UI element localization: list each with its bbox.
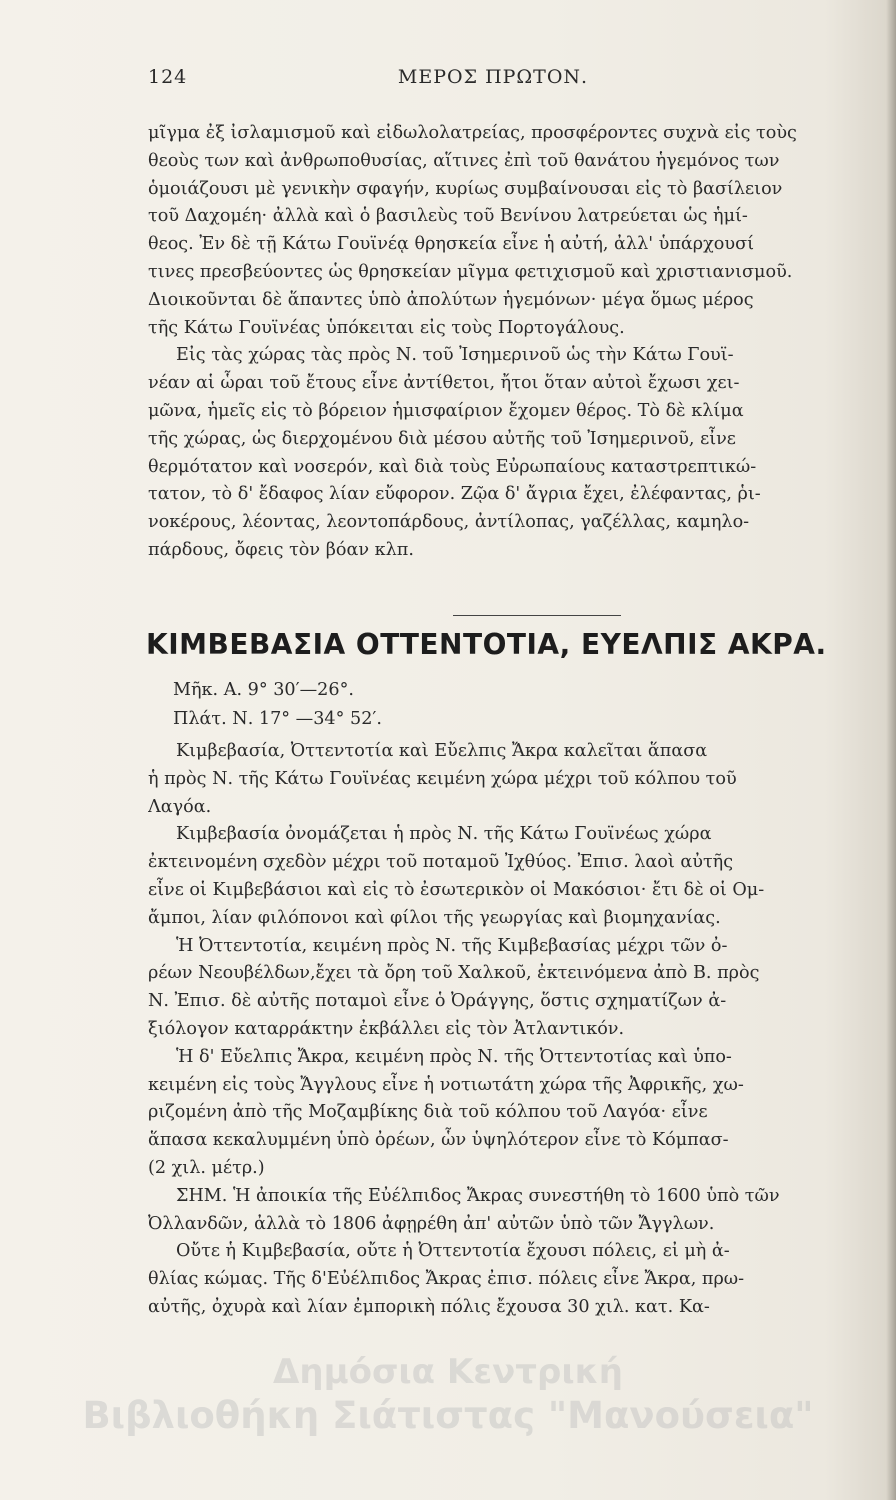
latitude-line: Πλάτ. Ν. 17° —34° 52′.	[173, 709, 382, 729]
text-line: θερμότατον καὶ νοσερόν, καὶ διὰ τοὺς Εὐρωπαίους καταστρεπτικώ-	[148, 456, 757, 477]
text-line: νέαν αἱ ὧραι τοῦ ἔτους εἶνε ἀντίθετοι, ἤτοι ὅταν αὐτοὶ ἔχωσι χει-	[148, 373, 740, 394]
text-line: Ἡ Ὀττεντοτία, κειμένη πρὸς Ν. τῆς Κιμβεβασίας μέχρι τῶν ὀ-	[176, 935, 728, 956]
page-header	[148, 66, 878, 96]
text-line: μῖγμα ἐξ ἰσλαμισμοῦ καὶ εἰδωλολατρείας, προσφέροντες συχνὰ εἰς τοὺς	[148, 123, 797, 143]
text-line: Διοικοῦνται δὲ ἅπαντες ὑπὸ ἀπολύτων ἡγεμόνων· μέγα ὅμως μέρος	[148, 289, 754, 310]
text-line: τινες πρεσβεύοντες ὡς θρησκείαν μῖγμα φετιχισμοῦ καὶ χριστιανισμοῦ.	[148, 261, 793, 282]
text-line: Ν. Ἐπισ. δὲ αὐτῆς ποταμοὶ εἶνε ὁ Ὀράγγης, ὅστις σχηματίζων ἀ-	[148, 991, 727, 1012]
text-line: κειμένη εἰς τοὺς Ἄγγλους εἶνε ἡ νοτιωτάτη χώρα τῆς Ἀφρικῆς, χω-	[148, 1074, 744, 1095]
text-line: τοῦ Δαχομέη· ἀλλὰ καὶ ὁ βασιλεὺς τοῦ Βενίνου λατρεύεται ὡς ἡμί-	[148, 206, 748, 227]
text-line: (2 χιλ. μέτρ.)	[148, 1157, 265, 1178]
text-line: Ἡ δ' Εὔελπις Ἄκρα, κειμένη πρὸς Ν. τῆς Ὀττεντοτίας καὶ ὑπο-	[176, 1046, 732, 1067]
text-line: ἡ πρὸς Ν. τῆς Κάτω Γουϊνέας κειμένη χώρα μέχρι τοῦ κόλπου τοῦ	[148, 768, 737, 789]
text-line: νοκέρους, λέοντας, λεοντοπάρδους, ἀντίλοπας, γαζέλλας, καμηλο-	[148, 512, 750, 533]
text-line: μῶνα, ἡμεῖς εἰς τὸ βόρειον ἡμισφαίριον ἔχομεν θέρος. Τὸ δὲ κλίμα	[148, 400, 744, 421]
text-line: θεοὺς των καὶ ἀνθρωποθυσίας, αἵτινες ἐπὶ τοῦ θανάτου ἡγεμόνος των	[148, 150, 780, 171]
section-1-text	[148, 120, 868, 565]
text-line: Οὔτε ἡ Κιμβεβασία, οὔτε ἡ Ὀττεντοτία ἔχουσι πόλεις, εἰ μὴ ἀ-	[176, 1241, 730, 1262]
text-line: εἶνε οἱ Κιμβεβάσιοι καὶ εἰς τὸ ἐσωτερικὸν οἱ Μακόσιοι· ἔτι δὲ οἱ Ομ-	[148, 879, 765, 900]
library-watermark-line-1: Δημόσια Κεντρική	[273, 1352, 623, 1392]
text-line: Κιμβεβασία ὀνομάζεται ἡ πρὸς Ν. τῆς Κάτω Γουϊνέως χώρα	[176, 824, 712, 845]
text-line: ὁμοιάζουσι μὲ γενικὴν σφαγήν, κυρίως συμβαίνουσαι εἰς τὸ βασίλειον	[148, 178, 783, 199]
page-edge-shadow	[886, 0, 896, 1500]
text-line: ρέων Νεουβέλδων,ἔχει τὰ ὄρη τοῦ Χαλκοῦ, ἐκτεινόμενα ἀπὸ Β. πρὸς	[148, 963, 760, 984]
text-line: τατον, τὸ δ' ἔδαφος λίαν εὔφορον. Ζῷα δ' ἄγρια ἔχει, ἐλέφαντας, ῥι-	[148, 484, 761, 505]
text-line: Κιμβεβασία, Ὀττεντοτία καὶ Εὔελπις Ἄκρα καλεῖται ἅπασα	[176, 741, 708, 761]
text-line: Ὀλλανδῶν, ἀλλὰ τὸ 1806 ἀφῃρέθη ἀπ' αὐτῶν ὑπὸ τῶν Ἄγγλων.	[148, 1213, 715, 1234]
text-line: Εἰς τὰς χώρας τὰς πρὸς Ν. τοῦ Ἰσημερινοῦ ὡς τὴν Κάτω Γουϊ-	[176, 345, 734, 366]
text-line: πάρδους, ὄφεις τὸν βόαν κλπ.	[148, 539, 414, 560]
section-divider	[453, 615, 621, 616]
text-line: ριζομένη ἀπὸ τῆς Μοζαμβίκης διὰ τοῦ κόλπου τοῦ Λαγόα· εἶνε	[148, 1102, 708, 1123]
text-line: τῆς Κάτω Γουϊνέας ὑπόκειται εἰς τοὺς Πορτογάλους.	[148, 317, 625, 338]
text-line: Λαγόα.	[148, 796, 212, 817]
text-line: τῆς χώρας, ὡς διερχομένου διὰ μέσου αὐτῆς τοῦ Ἰσημερινοῦ, εἶνε	[148, 428, 736, 449]
text-line: θεος. Ἐν δὲ τῇ Κάτω Γουϊνέᾳ θρησκεία εἶνε ἡ αὐτή, ἀλλ' ὑπάρχουσί	[148, 234, 755, 255]
section-heading: ΚΙΜΒΕΒΑΣΙΑ ΟΤΤΕΝΤΟΤΙΑ, ΕΥΕΛΠΙΣ ΑΚΡΑ.	[146, 628, 827, 661]
text-line: θλίας κώμας. Τῆς δ'Εὐέλπιδος Ἄκρας ἐπισ. πόλεις εἶνε Ἄκρα, πρω-	[148, 1269, 745, 1290]
library-watermark-line-2: Βιβλιοθήκη Σιάτιστας "Μανούσεια"	[82, 1394, 814, 1437]
text-line: ΣΗΜ. Ἡ ἀποικία τῆς Εὐέλπιδος Ἄκρας συνεστήθη τὸ 1600 ὑπὸ τῶν	[176, 1185, 780, 1206]
longitude-line: Μῆκ. Α. 9° 30′—26°.	[173, 680, 354, 700]
running-title: ΜΕΡΟΣ ΠΡΩΤΟΝ.	[397, 66, 589, 88]
text-line: ἄμποι, λίαν φιλόπονοι καὶ φίλοι τῆς γεωργίας καὶ βιομηχανίας.	[148, 907, 721, 928]
section-2-text	[148, 738, 868, 1322]
text-line: ἐκτεινομένη σχεδὸν μέχρι τοῦ ποταμοῦ Ἰχθύος. Ἐπισ. λαοὶ αὐτῆς	[148, 852, 734, 873]
text-line: ἅπασα κεκαλυμμένη ὑπὸ ὀρέων, ὧν ὑψηλότερον εἶνε τὸ Κόμπασ-	[148, 1130, 729, 1151]
text-line: αὐτῆς, ὀχυρὰ καὶ λίαν ἐμπορικὴ πόλις ἔχουσα 30 χιλ. κατ. Κα-	[148, 1296, 710, 1317]
text-line: ξιόλογον καταρράκτην ἐκβάλλει εἰς τὸν Ἀτλαντικόν.	[148, 1018, 625, 1039]
page-number: 124	[148, 66, 188, 88]
